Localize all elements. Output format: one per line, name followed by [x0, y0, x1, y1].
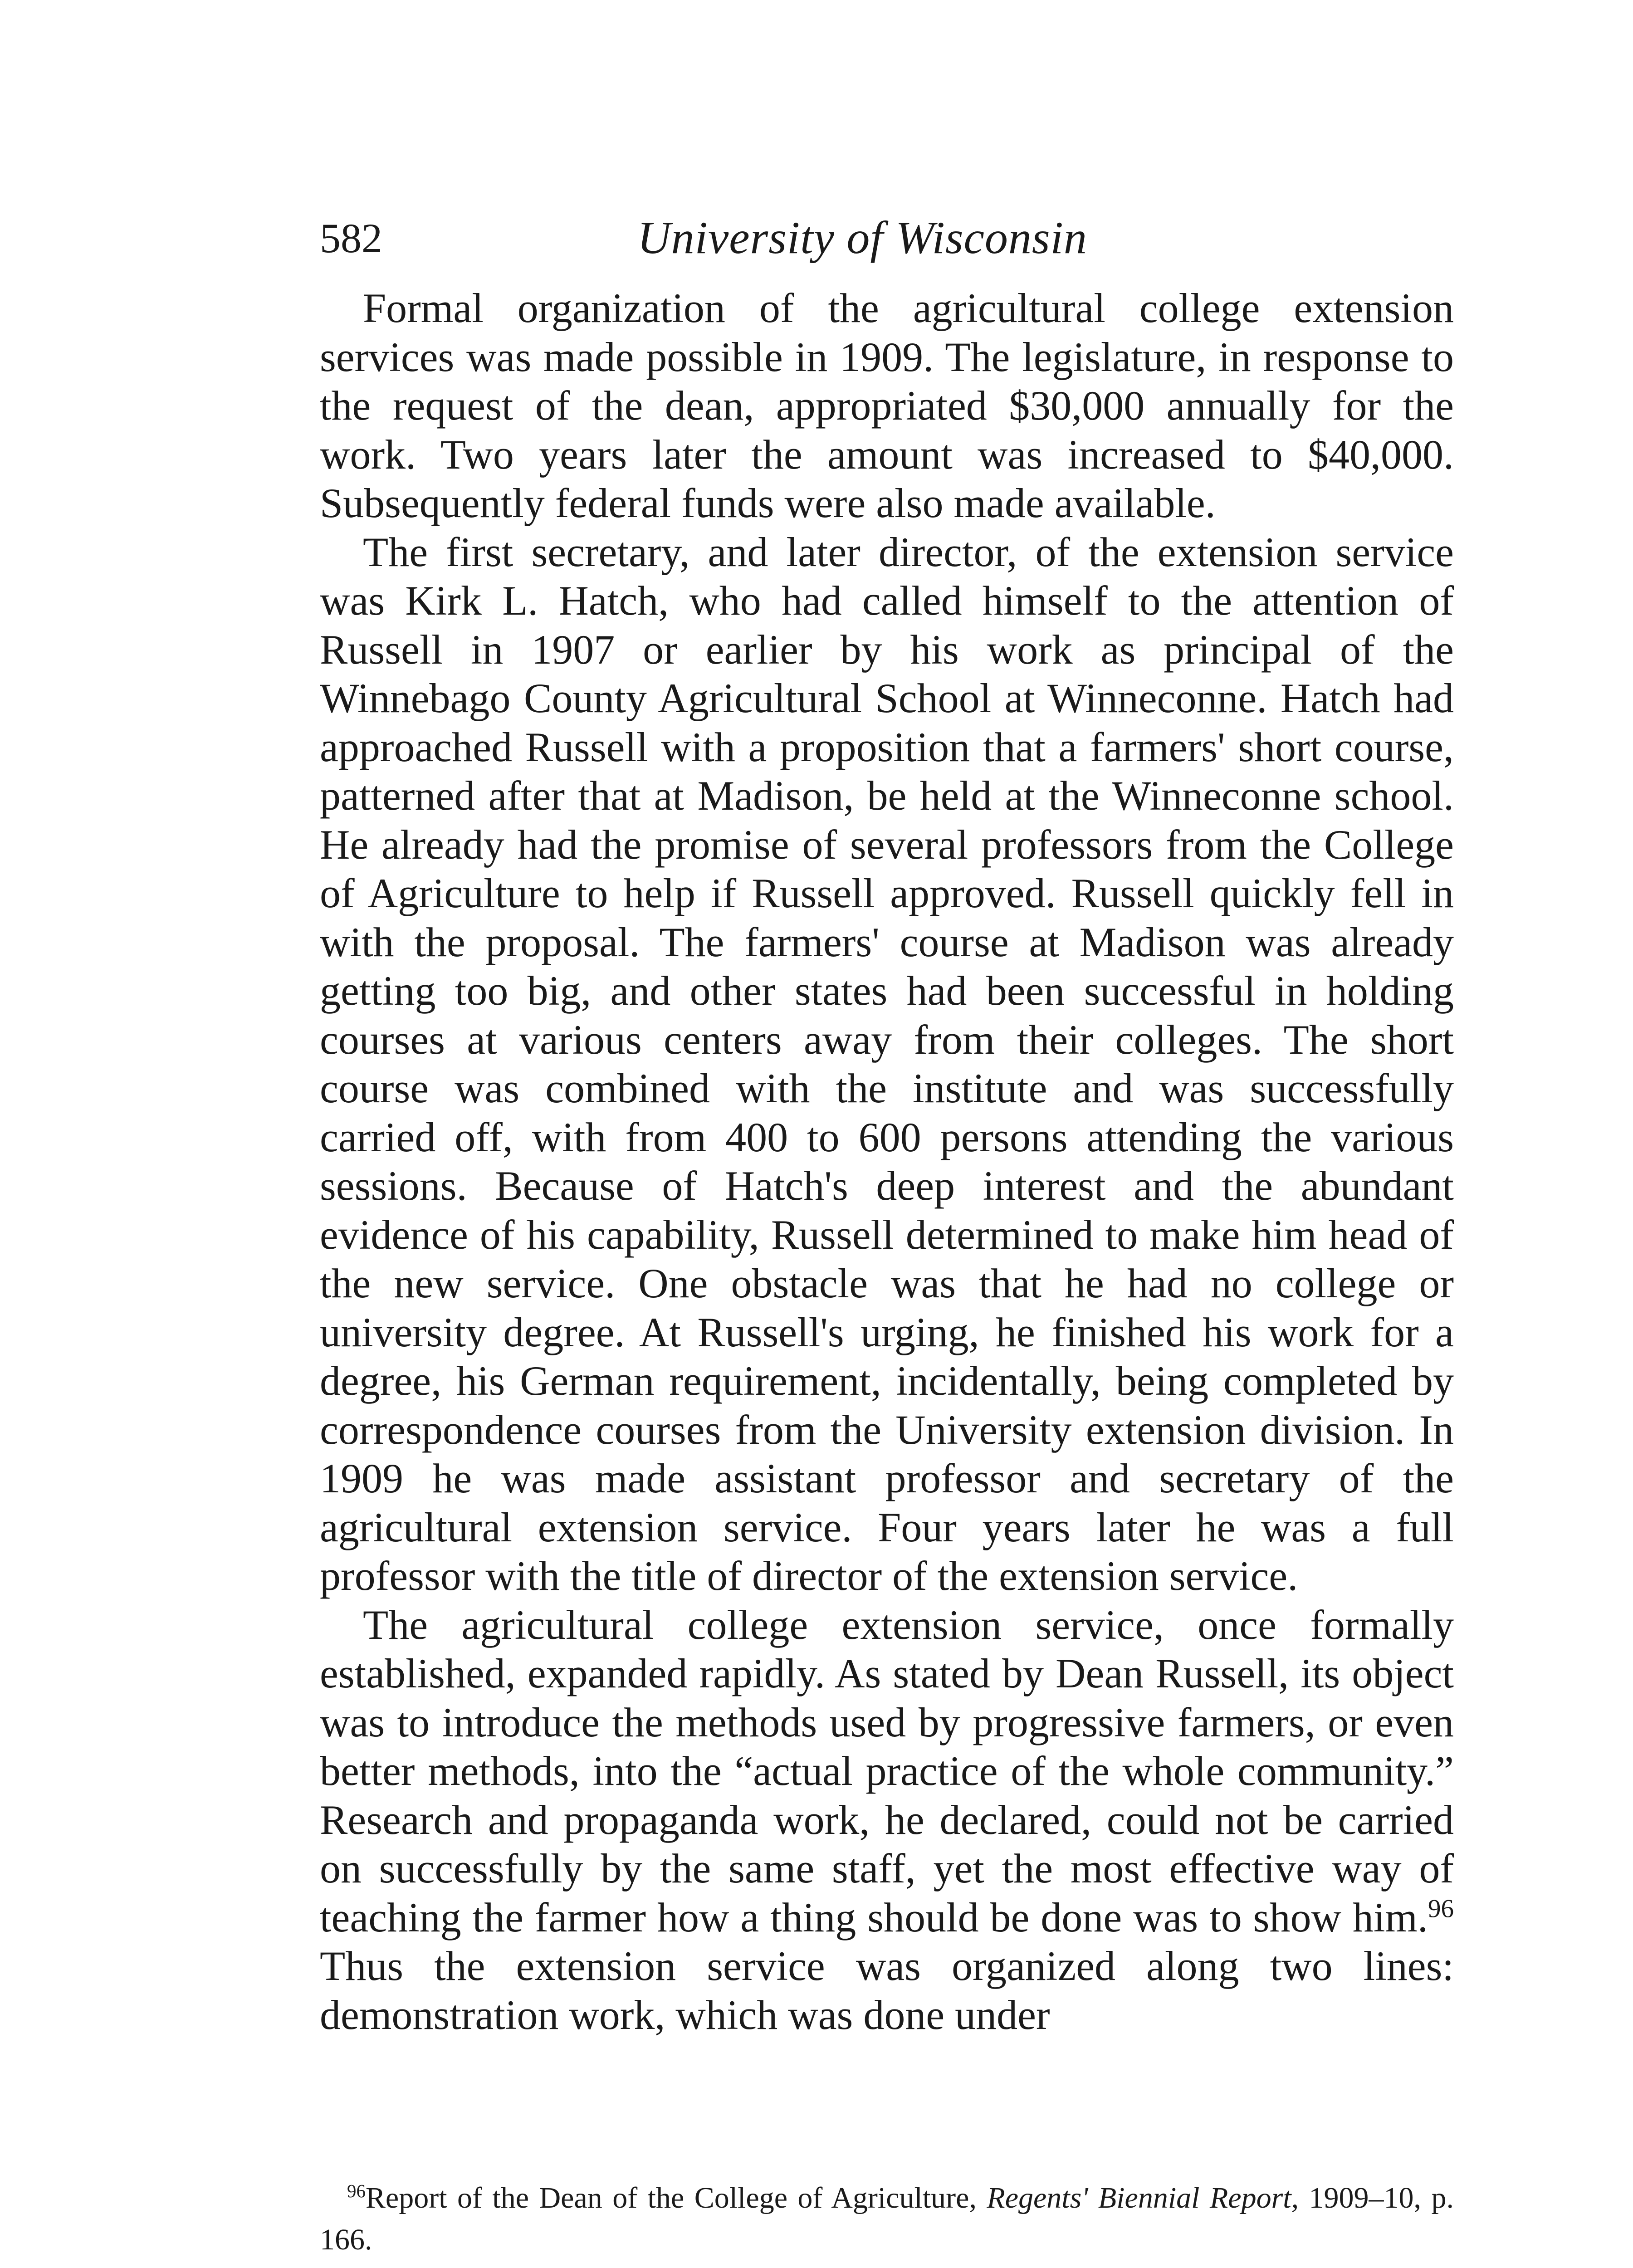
paragraph-3	[320, 1601, 1454, 2040]
footnote-96	[320, 2177, 1454, 2261]
page-header	[320, 209, 1454, 268]
body-text	[320, 284, 1454, 2039]
footnote-text: Report of the Dean of the College of Agriculture,	[365, 2181, 987, 2214]
footnote-source-title: Regents' Biennial Report,	[987, 2181, 1299, 2214]
paragraph-3-text-a: The agricultural college extension service, once formally established, expanded rapidly. As stated by Dean Russell, its object was to introduce the methods used by progressive farmers, or even better methods, into the “actual practice of the whole community.” Research and propaganda work, he declared, could not be carried on successfully by the same staff, yet the most effective way of teaching the farmer how a thing should be done was to show him.	[320, 1601, 1454, 1941]
footnote-citation: 1909–10, p. 166.	[320, 2181, 1454, 2256]
running-title: University of Wisconsin	[637, 212, 1087, 264]
paragraph-2: The first secretary, and later director, of the extension service was Kirk L. Hatch, who had called himself to the attention of Russell in 1907 or earlier by his work as principal of the Winnebago County Agricultural School at Winneconne. Hatch had approached Russell with a proposition that a farmers' short course, patterned after that at Madison, be held at the Winneconne school. He already had the promise of several professors from the College of Agriculture to help if Russell approved. Russell quickly fell in with the proposal. The farmers' course at Madison was already getting too big, and other states had been successful in holding courses at various centers away from their colleges. The short course was combined with the institute and was successfully carried off, with from 400 to 600 persons attending the various sessions. Because of Hatch's deep interest and the abundant evidence of his capability, Russell determined to make him head of the new service. One obstacle was that he had no college or university degree. At Russell's urging, he finished his work for a degree, his German requirement, incidentally, being completed by correspondence courses from the University extension division. In 1909 he was made assistant professor and secretary of the agricultural extension service. Four years later he was a full professor with the title of director of the extension service.	[320, 528, 1454, 1599]
paragraph-1: Formal organization of the agricultural college extension services was made possible in 1909. The legislature, in response to the request of the dean, appropriated $30,000 annually for the work. Two years later the amount was increased to $40,000. Subsequently federal funds were also made available.	[320, 285, 1454, 526]
page-number: 582	[320, 215, 382, 261]
footnote-reference[interactable]: 96	[1428, 1894, 1454, 1923]
paragraph-3-text-b: Thus the extension service was organized along two lines: demonstration work, which was done under	[320, 1943, 1454, 2038]
footnotes	[320, 2177, 1454, 2261]
footnote-marker: 96	[347, 2181, 366, 2201]
